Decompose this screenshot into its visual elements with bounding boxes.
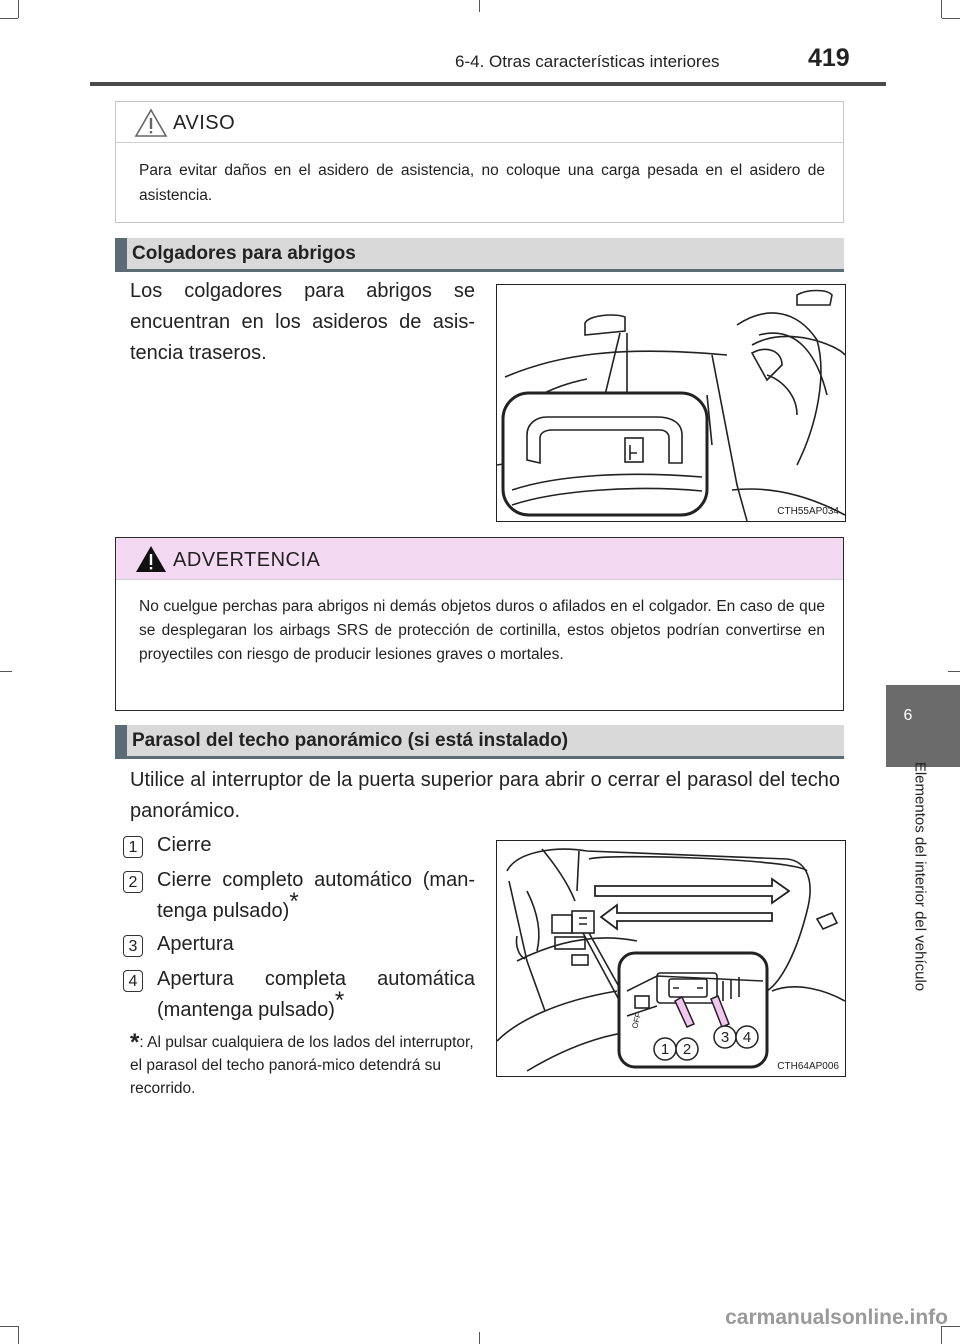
crop-mark [18,0,19,18]
chapter-number: 6 [903,707,913,724]
notice-title: AVISO [173,112,236,134]
coat-hooks-description: Los colgadores para abrigos se encuentran en los asideros de asis-tencia traseros. [130,280,475,364]
crop-mark [479,1332,480,1344]
coat-hook-illustration [496,284,846,522]
figure-code: CTH64AP006 [777,1061,839,1072]
warning-header [116,538,843,580]
crop-mark [0,18,18,19]
item-number: 3 [123,935,143,957]
section-title: 6-4. Otras características interiores [455,52,720,71]
warning-title: ADVERTENCIA [173,549,321,571]
watermark: carmanualsonline.info [725,1306,948,1329]
item-number: 2 [123,871,143,893]
section-heading-coat-hooks [115,238,844,272]
footnote-mark: * [130,1029,140,1056]
notice-header [116,102,843,143]
footnote-marker: * [334,987,345,1014]
section-heading-text: Parasol del techo panorámico (si está instalado) [132,730,569,751]
list-item [157,964,475,1026]
figure-code: CTH55AP034 [777,506,839,517]
footnote [130,1031,475,1100]
section-heading-sunshade [115,725,844,759]
chapter-title: Elementos del interior del vehículo [911,761,929,992]
list-item [157,929,475,960]
crop-mark [0,671,12,672]
callout-number: 3 [720,1029,730,1046]
crop-mark [941,0,942,18]
list-item-label: Apertura [157,933,234,955]
list-item-label: Apertura completa automática (mantenga pulsado) [157,968,475,1021]
page-number: 419 [808,44,850,72]
warning-text: No cuelgue perchas para abrigos ni demás objetos duros o afilados en el colgador. En caso de que se desplegaran los airbags SRS de protección de cortinilla, estos objetos podrían convertirse en proyectiles con riesgo de producir lesiones graves o mortales. [139,598,825,663]
warning-box [115,537,844,711]
crop-mark [0,1326,18,1327]
crop-mark [942,18,960,19]
callout-number: 2 [682,1041,692,1058]
crop-mark [18,1326,19,1344]
callout-number: 1 [660,1041,670,1058]
crop-mark [479,0,480,12]
footnote-text: : Al pulsar cualquiera de los lados del interruptor, el parasol del techo panorá-mico detendrá su recorrido. [130,1034,474,1097]
sunshade-description: Utilice al interruptor de la puerta superior para abrir o cerrar el parasol del techo panorámico. [130,769,840,822]
item-number: 4 [123,970,143,992]
sunshade-switch-illustration [496,840,846,1077]
footnote-marker: * [289,888,299,915]
caution-triangle-icon [134,108,168,138]
callout-number: 4 [742,1029,752,1046]
crop-mark [948,671,960,672]
list-item-label: Cierre [157,834,212,856]
list-item [157,865,475,927]
list-item-label: Cierre completo automático (man-tenga pulsado) [157,869,475,922]
header-rule [90,82,886,86]
item-number: 1 [123,836,143,858]
warning-triangle-icon [134,544,168,574]
section-heading-text: Colgadores para abrigos [132,243,356,264]
list-item [157,830,475,861]
notice-box [115,101,844,223]
notice-text: Para evitar daños en el asidero de asistencia, no coloque una carga pesada en el asidero de asistencia. [139,162,825,204]
switch-off-label: OFF [630,1011,644,1030]
